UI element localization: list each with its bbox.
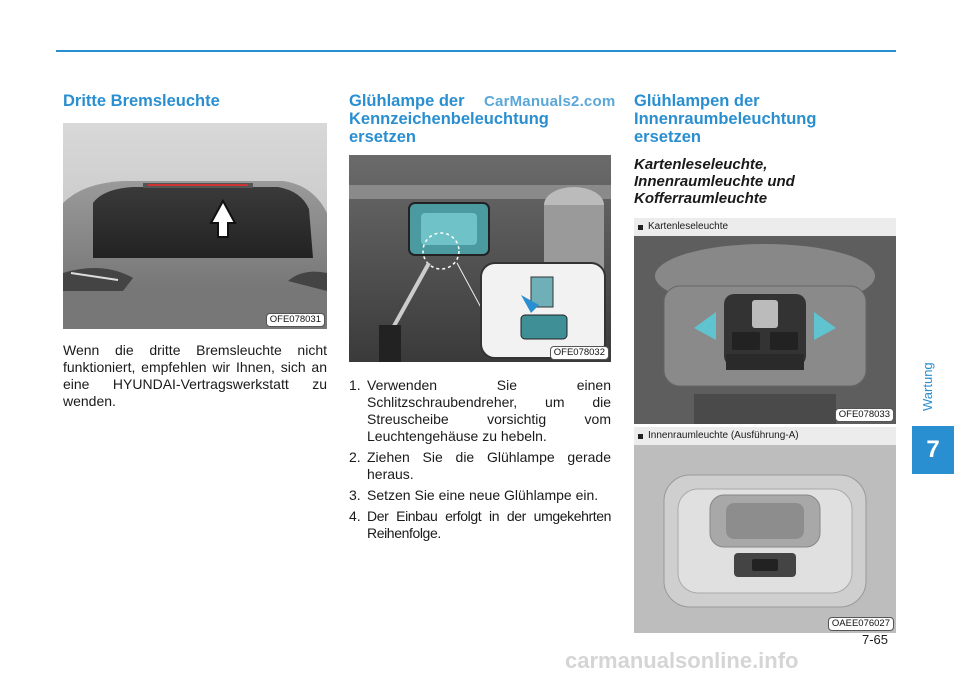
map-light-image <box>634 236 896 424</box>
figure-code: OAEE076027 <box>828 617 894 631</box>
step-item <box>349 487 611 504</box>
step-text: Verwenden Sie einen Schlitzschraubendreher, um die Streuscheibe vorsichtig vom Leuchtengehäuse zu hebeln. <box>367 377 611 444</box>
title-line: Glühlampe der <box>349 92 465 110</box>
title-line: Glühlampen der <box>634 92 760 110</box>
chapter-side-label: Wartung <box>920 362 935 412</box>
brake-light-instructions: Wenn die dritte Bremsleuchte nicht funktioniert, empfehlen wir Ihnen, sich an eine HYUNDAI-Vertragswerkstatt zu wenden. <box>63 342 327 409</box>
step-text: Der Einbau erfolgt in der umgekehrten Reihenfolge. <box>367 508 611 541</box>
interior-light-illustration <box>634 445 896 633</box>
watermark-top: CarManuals2.com <box>484 93 616 110</box>
step-text: Ziehen Sie die Glühlampe gerade heraus. <box>367 449 611 482</box>
step-text: Setzen Sie eine neue Glühlampe ein. <box>367 487 599 503</box>
watermark-bottom: carmanualsonline.info <box>565 648 799 673</box>
figure-rear-brake-light <box>63 123 327 329</box>
figure-caption <box>634 427 896 445</box>
figure-map-light <box>634 218 896 424</box>
map-light-illustration <box>634 236 896 424</box>
figure-code: OFE078033 <box>835 408 894 422</box>
step-number: 1. <box>349 377 361 393</box>
rear-car-illustration <box>63 123 327 329</box>
title-line: ersetzen <box>634 128 701 146</box>
step-number: 4. <box>349 508 361 524</box>
figure-license-plate-light <box>349 155 611 362</box>
section-title-third-brake-light: Dritte Bremsleuchte <box>63 92 220 110</box>
title-line: Kennzeichenbeleuchtung <box>349 110 549 128</box>
figure-code: OFE078032 <box>550 346 609 360</box>
section-title-interior-lights <box>634 92 896 146</box>
interior-light-image <box>634 445 896 633</box>
license-plate-light-illustration <box>349 155 611 362</box>
step-number: 2. <box>349 449 361 465</box>
bullet-square-icon <box>638 225 643 230</box>
bullet-square-icon <box>638 434 643 439</box>
replacement-steps <box>349 377 611 542</box>
title-line: Innenraumbeleuchtung <box>634 110 817 128</box>
page-number: 7-65 <box>862 632 889 647</box>
subtitle-line: Kartenleseleuchte, <box>634 156 768 173</box>
subtitle-line: Kofferraumleuchte <box>634 190 768 207</box>
figure-code: OFE078031 <box>266 313 325 327</box>
column-license-plate-bulb <box>349 92 611 546</box>
column-interior-lights <box>634 92 896 633</box>
step-item <box>349 508 611 542</box>
title-line: ersetzen <box>349 128 416 146</box>
figure-caption <box>634 218 896 236</box>
column-third-brake-light <box>63 92 327 410</box>
caption-text: Kartenleseleuchte <box>648 221 729 232</box>
subsection-title <box>634 156 896 207</box>
caption-text: Innenraumleuchte (Ausführung-A) <box>648 430 799 441</box>
step-number: 3. <box>349 487 361 503</box>
chapter-number-tab: 7 <box>912 426 954 474</box>
figure-interior-light <box>634 427 896 633</box>
subtitle-line: Innenraumleuchte und <box>634 173 795 190</box>
step-item <box>349 449 611 483</box>
step-item <box>349 377 611 445</box>
header-rule <box>56 50 896 52</box>
